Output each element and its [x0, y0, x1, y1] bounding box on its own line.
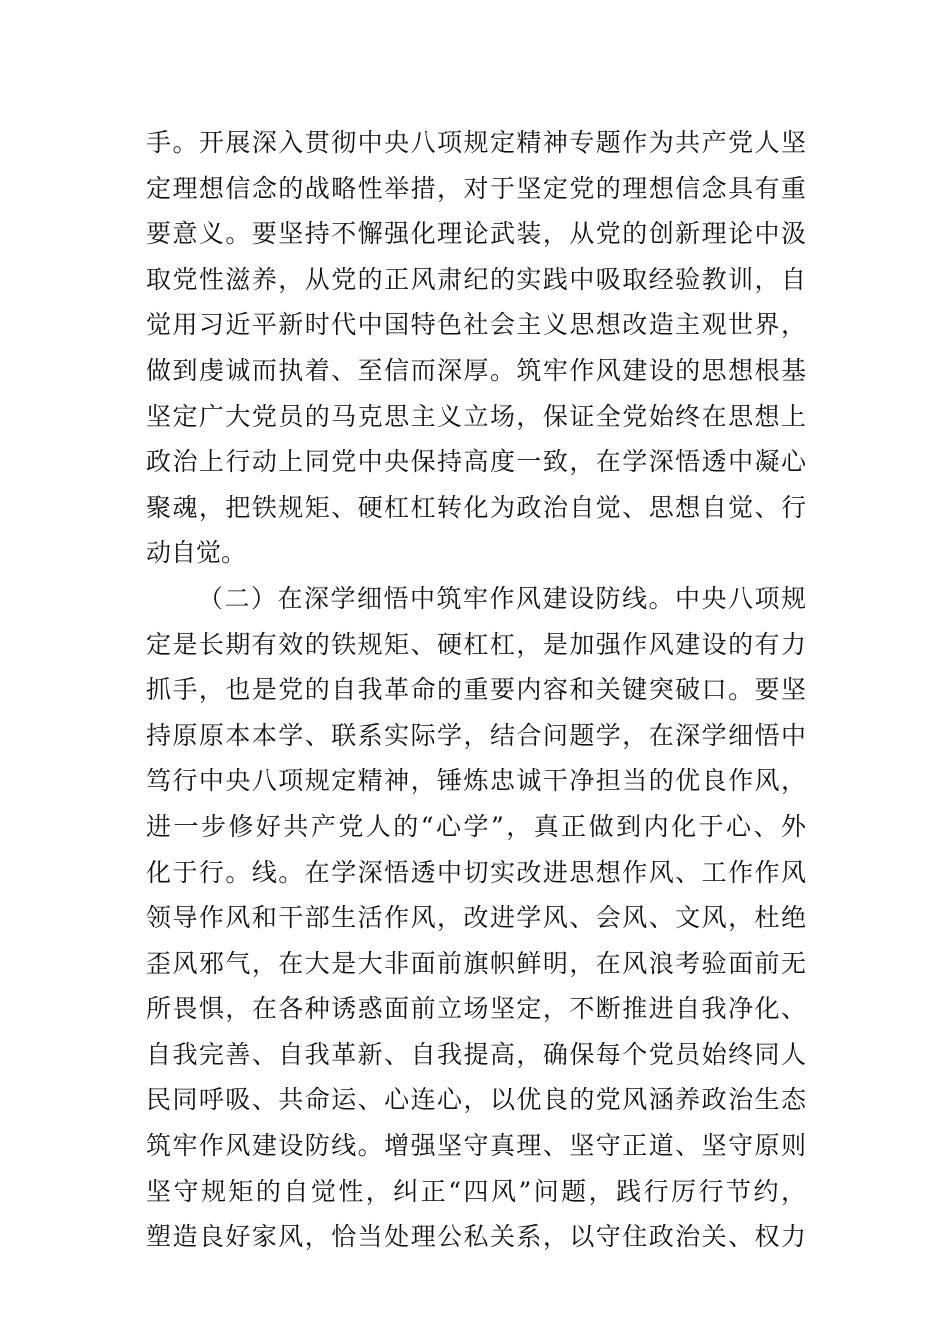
text-line: 进一步修好共产党人的“心学”，真正做到内化于心、外 — [146, 811, 806, 841]
text-line: 化于行。线。在学深悟透中切实改进思想作风、工作作风 — [146, 857, 806, 887]
text-line: 领导作风和干部生活作风，改进学风、会风、文风，杜绝 — [146, 903, 806, 933]
text-line: 定是长期有效的铁规矩、硬杠杠，是加强作风建设的有力 — [146, 629, 806, 659]
text-line: 动自觉。 — [146, 538, 247, 568]
text-line: 政治上行动上同党中央保持高度一致，在学深悟透中凝心 — [146, 447, 806, 477]
text-line: 要意义。要坚持不懈强化理论武装，从党的创新理论中汲 — [146, 219, 806, 249]
text-line: 自我完善、自我革新、自我提高，确保每个党员始终同人 — [146, 1039, 806, 1069]
text-line: 抓手，也是党的自我革命的重要内容和关键突破口。要坚 — [146, 675, 806, 705]
text-line: 筑牢作风建设防线。增强坚守真理、坚守正道、坚守原则 — [146, 1131, 806, 1161]
text-line: 塑造良好家风，恰当处理公私关系，以守住政治关、权力 — [146, 1222, 806, 1252]
text-line: 所畏惧，在各种诱惑面前立场坚定，不断推进自我净化、 — [146, 994, 806, 1024]
text-line: 坚定广大党员的马克思主义立场，保证全党始终在思想上 — [146, 401, 806, 431]
paragraph-2 — [146, 576, 806, 1260]
text-line: 持原原本本学、联系实际学，结合问题学，在深学细悟中 — [146, 720, 806, 750]
text-line: 做到虔诚而执着、至信而深厚。筑牢作风建设的思想根基 — [146, 355, 806, 385]
paragraph-1 — [146, 120, 806, 576]
body-text — [146, 120, 806, 1260]
section-heading-line: （二）在深学细悟中筑牢作风建设防线。中央八项规 — [198, 583, 806, 613]
text-line: 坚守规矩的自觉性，纠正“四风”问题，践行厉行节约， — [146, 1176, 806, 1206]
text-line: 聚魂，把铁规矩、硬杠杠转化为政治自觉、思想自觉、行 — [146, 492, 806, 522]
text-line: 歪风邪气，在大是大非面前旗帜鲜明，在风浪考验面前无 — [146, 948, 806, 978]
text-line: 手。开展深入贯彻中央八项规定精神专题作为共产党人坚 — [146, 128, 806, 157]
text-line: 民同呼吸、共命运、心连心，以优良的党风涵养政治生态 — [146, 1085, 806, 1115]
text-line: 笃行中央八项规定精神，锤炼忠诚干净担当的优良作风， — [146, 766, 806, 796]
text-line: 取党性滋养，从党的正风肃纪的实践中吸取经验教训，自 — [146, 264, 806, 294]
text-line: 定理想信念的战略性举措，对于坚定党的理想信念具有重 — [146, 173, 806, 203]
text-line: 觉用习近平新时代中国特色社会主义思想改造主观世界， — [146, 310, 806, 340]
